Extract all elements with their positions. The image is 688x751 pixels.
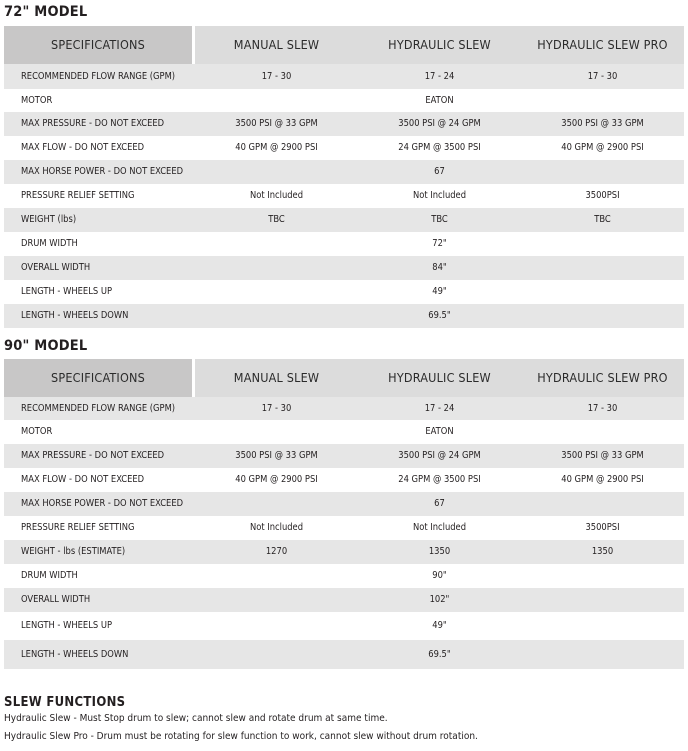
row-value: 3500 PSI @ 33 GPM: [561, 118, 644, 130]
row-label: MOTOR: [21, 426, 53, 438]
row-value-shared: 49": [432, 620, 447, 632]
row-value-shared: 69.5": [428, 310, 451, 322]
table-row: [4, 232, 684, 256]
table-row: [4, 640, 684, 669]
row-value: 40 GPM @ 2900 PSI: [235, 142, 318, 154]
table-row: [4, 612, 684, 640]
table-row: [4, 468, 684, 492]
row-value: Not Included: [249, 522, 304, 534]
row-label: RECOMMENDED FLOW RANGE (GPM): [21, 402, 176, 414]
row-label: RECOMMENDED FLOW RANGE (GPM): [21, 70, 176, 82]
table-row: [4, 588, 684, 612]
header-manual-slew: MANUAL SLEW: [233, 36, 320, 52]
row-label: PRESSURE RELIEF SETTING: [21, 522, 135, 534]
slew-note-hydraulic: Hydraulic Slew - Must Stop drum to slew; cannot slew and rotate drum at same time.: [4, 713, 388, 724]
row-value: TBC: [594, 214, 611, 226]
row-value: 3500PSI: [585, 190, 620, 202]
row-value-shared: 90": [432, 570, 447, 582]
table-row: [4, 256, 684, 280]
row-label: MAX PRESSURE - DO NOT EXCEED: [21, 118, 165, 130]
row-value: 1350: [428, 546, 451, 558]
row-label: LENGTH - WHEELS DOWN: [21, 648, 129, 660]
table-row: [4, 516, 684, 540]
row-value: Not Included: [412, 190, 467, 202]
row-value-shared: 69.5": [428, 648, 451, 660]
row-value-shared: 67: [434, 498, 445, 510]
row-value-shared: 67: [434, 166, 445, 178]
row-value: 3500 PSI @ 33 GPM: [235, 118, 318, 130]
row-value-shared: EATON: [425, 426, 454, 438]
table-row: [4, 184, 684, 208]
table-row: [4, 492, 684, 516]
row-value: 40 GPM @ 2900 PSI: [561, 142, 644, 154]
row-value: 17 - 30: [587, 402, 618, 414]
spec-table-72: [4, 26, 684, 328]
table-row: [4, 420, 684, 444]
row-value: 24 GPM @ 3500 PSI: [398, 142, 481, 154]
row-value-shared: 102": [429, 594, 450, 606]
section-title-90: 90" MODEL: [4, 338, 88, 354]
row-value: 17 - 30: [587, 70, 618, 82]
slew-functions-title: SLEW FUNCTIONS: [4, 695, 126, 710]
table-row: [4, 136, 684, 160]
row-value: TBC: [268, 214, 285, 226]
row-value-shared: EATON: [425, 94, 454, 106]
table-row: [4, 208, 684, 232]
row-value-shared: 49": [432, 286, 447, 298]
table-header: [4, 26, 684, 64]
row-value: 3500 PSI @ 33 GPM: [561, 450, 644, 462]
header-hydraulic-slew-pro: HYDRAULIC SLEW PRO: [537, 369, 668, 385]
row-label: LENGTH - WHEELS DOWN: [21, 310, 129, 322]
row-value: 40 GPM @ 2900 PSI: [235, 474, 318, 486]
row-value: 1270: [265, 546, 288, 558]
spec-table-90: [4, 359, 684, 669]
header-specifications: SPECIFICATIONS: [4, 26, 192, 64]
row-value: 3500 PSI @ 24 GPM: [398, 450, 481, 462]
row-label: LENGTH - WHEELS UP: [21, 620, 112, 632]
table-row: [4, 160, 684, 184]
row-value: Not Included: [249, 190, 304, 202]
row-label: PRESSURE RELIEF SETTING: [21, 190, 135, 202]
table-row: [4, 444, 684, 468]
row-value: 3500PSI: [585, 522, 620, 534]
row-label: LENGTH - WHEELS UP: [21, 286, 112, 298]
row-label: DRUM WIDTH: [21, 570, 78, 582]
table-row: [4, 64, 684, 89]
header-model-columns: [195, 359, 684, 397]
header-hydraulic-slew: HYDRAULIC SLEW: [388, 369, 491, 385]
row-label: MAX FLOW - DO NOT EXCEED: [21, 142, 145, 154]
row-label: MOTOR: [21, 94, 53, 106]
table-row: [4, 89, 684, 112]
slew-note-hydraulic-pro: Hydraulic Slew Pro - Drum must be rotating for slew function to work, cannot slew without drum rotation.: [4, 731, 478, 742]
row-value: 3500 PSI @ 33 GPM: [235, 450, 318, 462]
row-value: TBC: [431, 214, 448, 226]
row-value: 17 - 24: [424, 70, 455, 82]
row-label: MAX FLOW - DO NOT EXCEED: [21, 474, 145, 486]
row-label: MAX HORSE POWER - DO NOT EXCEED: [21, 166, 184, 178]
table-row: [4, 112, 684, 136]
header-hydraulic-slew-pro: HYDRAULIC SLEW PRO: [537, 36, 668, 52]
row-value-shared: 84": [432, 262, 447, 274]
row-label: WEIGHT (lbs): [21, 214, 77, 226]
table-row: [4, 280, 684, 304]
table-row: [4, 397, 684, 420]
row-label: OVERALL WIDTH: [21, 262, 91, 274]
header-specifications: SPECIFICATIONS: [4, 359, 192, 397]
row-value: 3500 PSI @ 24 GPM: [398, 118, 481, 130]
row-value: 17 - 30: [261, 402, 292, 414]
table-row: [4, 564, 684, 588]
header-manual-slew: MANUAL SLEW: [233, 369, 320, 385]
row-value: 17 - 24: [424, 402, 455, 414]
row-value: Not Included: [412, 522, 467, 534]
table-row: [4, 540, 684, 564]
row-label: MAX PRESSURE - DO NOT EXCEED: [21, 450, 165, 462]
table-header: [4, 359, 684, 397]
row-label: OVERALL WIDTH: [21, 594, 91, 606]
section-title-72: 72" MODEL: [4, 4, 88, 20]
row-value-shared: 72": [432, 238, 447, 250]
row-value: 24 GPM @ 3500 PSI: [398, 474, 481, 486]
table-row: [4, 304, 684, 328]
header-hydraulic-slew: HYDRAULIC SLEW: [388, 36, 491, 52]
header-model-columns: [195, 26, 684, 64]
row-label: WEIGHT - lbs (ESTIMATE): [21, 546, 126, 558]
row-value: 40 GPM @ 2900 PSI: [561, 474, 644, 486]
row-label: DRUM WIDTH: [21, 238, 78, 250]
row-value: 1350: [591, 546, 614, 558]
row-value: 17 - 30: [261, 70, 292, 82]
row-label: MAX HORSE POWER - DO NOT EXCEED: [21, 498, 184, 510]
